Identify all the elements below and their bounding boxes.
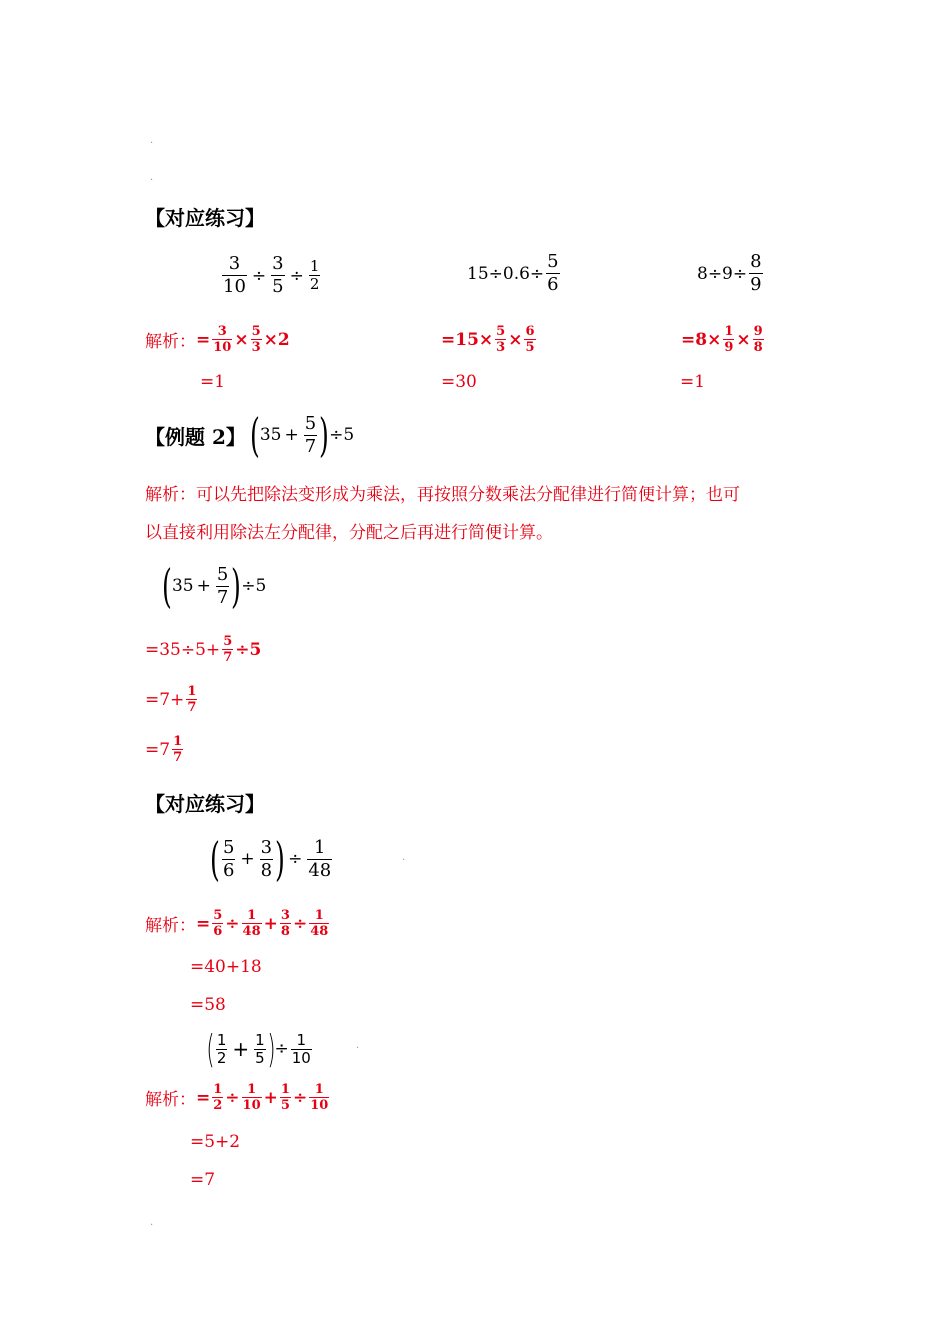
- fraction: $\frac{1}{48}$: [242, 908, 261, 939]
- example2-step3: =7 $\frac{1}{7}$: [145, 734, 183, 765]
- practice1-problem2-expression: 15÷0.6÷ $\frac{5}{6}$: [467, 251, 559, 295]
- practice2-problem1-result: =58: [190, 995, 226, 1015]
- practice1-problem1-step1: 解析： = $\frac{3}{10}$ × $\frac{5}{3}$ ×2: [145, 324, 290, 355]
- analysis-label: 解析：: [145, 332, 196, 352]
- fraction: $\frac{1}{5}$: [255, 1030, 265, 1067]
- fraction: $\frac{1}{5}$: [280, 1082, 290, 1113]
- analysis-label: 解析：: [145, 1090, 196, 1110]
- fraction: $\frac{1}{2}$: [213, 1082, 223, 1113]
- example2-expression: ( 35 + $\frac{5}{7}$ ) ÷5: [249, 408, 355, 462]
- paragraph-mark: ·: [402, 855, 406, 866]
- practice1-problem3-expression: 8÷9÷ $\frac{8}{9}$: [697, 251, 762, 295]
- practice2-problem1-step2: =40+18: [190, 957, 262, 977]
- fraction: $\frac{1}{10}$: [310, 1082, 329, 1113]
- fraction: $\frac{1}{48}$: [310, 908, 329, 939]
- practice1-problem1-result: =1: [200, 372, 226, 392]
- fraction: $\frac{5}{6}$: [213, 908, 223, 939]
- fraction: $\frac{3}{10}$: [213, 324, 232, 355]
- fraction: $\frac{5}{7}$: [223, 634, 233, 665]
- practice2-problem2-step1: 解析： = $\frac{1}{2}$ ÷ $\frac{1}{10}$ + $\frac{1}{5}$ ÷ $\frac{1}{10}$: [145, 1082, 329, 1113]
- paragraph-mark: ·: [356, 1043, 360, 1054]
- practice1-problem3-result: =1: [680, 372, 706, 392]
- practice1-problem1-expression: $\frac{3}{10}$ ÷ $\frac{3}{5}$ ÷ $\frac{1}{2}$: [223, 253, 320, 297]
- fraction: $\frac{1}{9}$: [724, 324, 734, 355]
- example2-step1: =35÷5+ $\frac{5}{7}$ ÷5: [145, 634, 262, 665]
- fraction: $\frac{3}{5}$: [272, 253, 284, 297]
- fraction: $\frac{5}{7}$: [216, 563, 229, 608]
- example2-step2: =7+ $\frac{1}{7}$: [145, 684, 197, 715]
- practice1-problem3-step1: =8× $\frac{1}{9}$ × $\frac{9}{8}$: [681, 324, 763, 355]
- fraction: $\frac{5}{3}$: [251, 324, 261, 355]
- fraction: $\frac{5}{6}$: [222, 836, 235, 881]
- practice2-problem1-expression: ( $\frac{5}{6}$ + $\frac{3}{8}$ ) ÷ $\frac{1}{48}$: [210, 832, 332, 886]
- example2-expression-repeat: ( 35 + $\frac{5}{7}$ ) ÷5: [162, 559, 267, 613]
- fraction: $\frac{1}{48}$: [308, 836, 332, 881]
- fraction: $\frac{3}{8}$: [260, 836, 273, 881]
- fraction: $\frac{6}{5}$: [525, 324, 535, 355]
- paragraph-mark: ·: [150, 175, 154, 186]
- fraction: $\frac{1}{10}$: [242, 1082, 261, 1113]
- fraction: $\frac{5}{6}$: [547, 251, 559, 295]
- example-heading: 【例题 2】: [145, 424, 246, 449]
- practice1-problem2-result: =30: [441, 372, 477, 392]
- analysis-label: 解析：: [145, 916, 196, 936]
- fraction: $\frac{1}{7}$: [187, 684, 197, 715]
- practice1-problem2-step1: =15× $\frac{5}{3}$ × $\frac{6}{5}$: [441, 324, 535, 355]
- fraction: $\frac{3}{10}$: [223, 253, 246, 297]
- fraction: $\frac{5}{7}$: [304, 412, 317, 457]
- fraction: $\frac{9}{8}$: [753, 324, 763, 355]
- fraction: $\frac{1}{7}$: [173, 734, 183, 765]
- fraction: $\frac{5}{3}$: [496, 324, 506, 355]
- section-heading-practice: 【对应练习】: [145, 792, 265, 816]
- fraction: $\frac{8}{9}$: [750, 251, 762, 295]
- fraction: $\frac{1}{2}$: [309, 257, 320, 293]
- fraction: $\frac{1}{2}$: [216, 1030, 227, 1067]
- example2-analysis: 解析：可以先把除法变形成为乘法，再按照分数乘法分配律进行简便计算；也可 以直接利用除法左分配律，分配之后再进行简便计算。: [145, 485, 740, 543]
- paragraph-mark: ·: [150, 138, 154, 149]
- practice2-problem1-step1: 解析： = $\frac{5}{6}$ ÷ $\frac{1}{48}$ + $\frac{3}{8}$ ÷ $\frac{1}{48}$: [145, 908, 329, 939]
- practice2-problem2-result: =7: [190, 1170, 216, 1190]
- section-heading-practice: 【对应练习】: [145, 206, 265, 230]
- example2-title-row: [145, 408, 355, 462]
- practice2-problem2-expression: ( $\frac{1}{2}$ + $\frac{1}{5}$ ) ÷ $\frac{1}{10}$: [206, 1027, 311, 1071]
- fraction: $\frac{3}{8}$: [280, 908, 290, 939]
- fraction: $\frac{1}{10}$: [291, 1030, 311, 1067]
- practice2-problem2-step2: =5+2: [190, 1132, 241, 1152]
- paragraph-mark: ·: [150, 1220, 154, 1231]
